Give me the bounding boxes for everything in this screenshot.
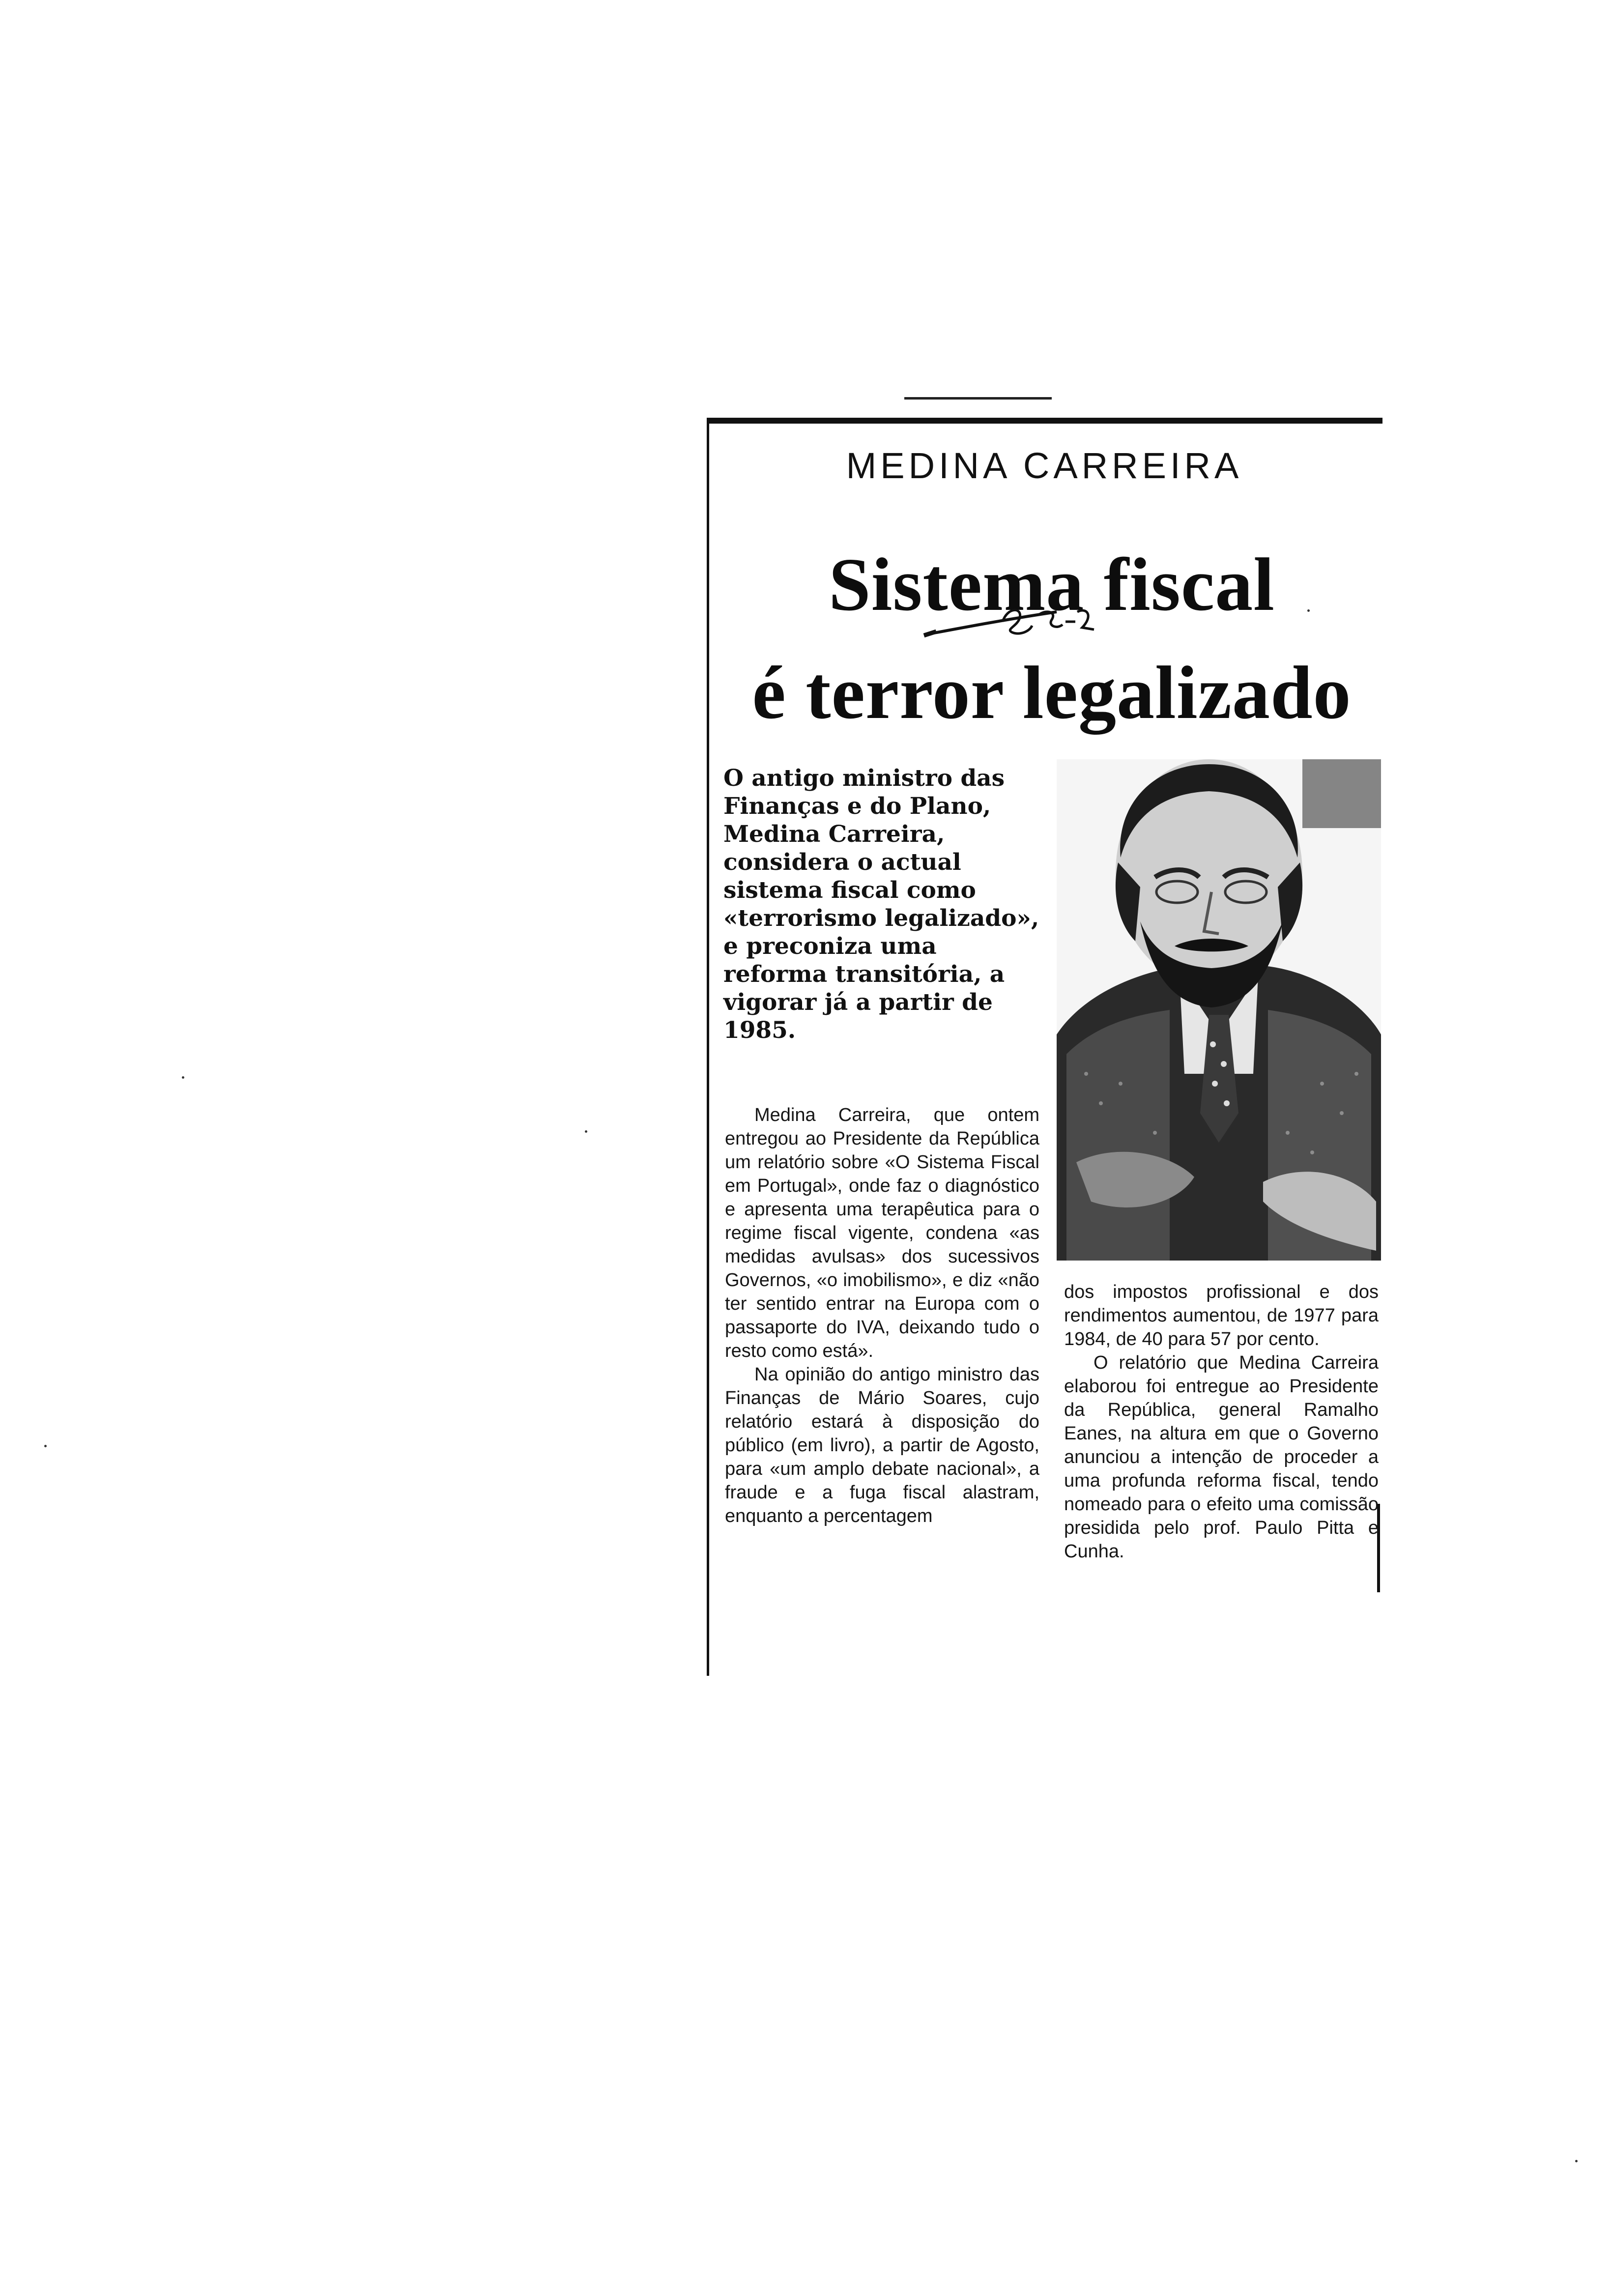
portrait-photo xyxy=(1057,759,1381,1261)
body-column-1 xyxy=(725,1103,1039,1528)
scan-speck xyxy=(1307,609,1310,612)
lead-paragraph: O antigo ministro das Finanças e do Plano, Medina Carreira, considera o actual sistema fiscal como «terrorismo legalizado», e preconiza uma reforma transitória, a vigorar já a partir de 1985. xyxy=(723,765,1039,1044)
top-short-rule xyxy=(904,397,1052,400)
headline-line-1: Sistema fiscal xyxy=(829,543,1275,627)
scan-speck xyxy=(182,1076,184,1079)
body-column-2 xyxy=(1064,1280,1379,1563)
body-paragraph-4: O relatório que Medina Carreira elaborou foi entregue ao Presidente da República, general Ramalho Eanes, na altura em que o Governo anunciou a intenção de proceder a uma profunda reforma fiscal, tendo nomeado para o efeito uma comissão presidida pelo prof. Paulo Pitta e Cunha. xyxy=(1064,1352,1379,1562)
body-paragraph-2: Na opinião do antigo ministro das Finanças de Mário Soares, cujo relatório estará à disposição do público (em livro), a partir de Agosto, para «um amplo debate nacional», a fraude e a fuga fiscal alastram, enquanto a percentagem xyxy=(725,1364,1039,1526)
scan-speck xyxy=(44,1445,47,1447)
headline-line-2: é terror legalizado xyxy=(752,651,1352,735)
handwritten-annotation xyxy=(909,587,1096,646)
body-paragraph-3: dos impostos profissional e dos rendimentos aumentou, de 1977 para 1984, de 40 para 57 por cento. xyxy=(1064,1282,1379,1349)
body-paragraph-1: Medina Carreira, que ontem entregou ao Presidente da República um relatório sobre «O Sistema Fiscal em Portugal», onde faz o diagnóstico e apresenta uma terapêutica para o regime fiscal vigente, condena «as medidas avulsas» dos sucessivos Governos, «o imobilismo», e diz «não ter sentido entrar na Europa com o passaporte do IVA, deixando tudo o resto como está». xyxy=(725,1105,1039,1361)
newspaper-clipping xyxy=(703,418,1386,1676)
kicker: MEDINA CARREIRA xyxy=(846,445,1243,486)
scan-speck xyxy=(585,1130,587,1133)
left-border-rule xyxy=(707,418,709,1676)
scan-speck xyxy=(1575,2160,1578,2162)
top-rule xyxy=(707,418,1382,424)
